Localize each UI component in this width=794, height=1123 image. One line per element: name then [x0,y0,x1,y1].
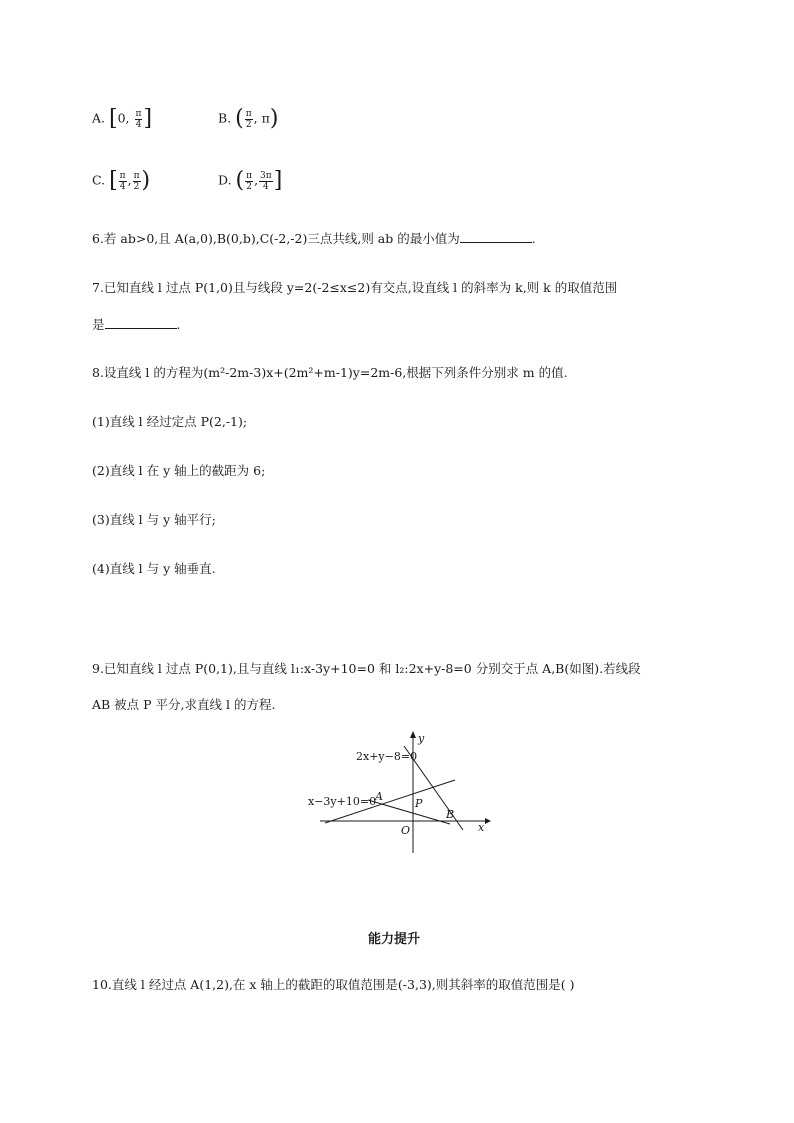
option-c-left-bracket: [ [109,168,118,193]
option-b-fraction-denominator: 2 [245,119,252,130]
option-c-right-bracket: ) [141,168,151,193]
option-d [218,170,282,192]
option-b-upper: , π [253,110,270,126]
line-l [368,800,450,824]
option-c-fraction-1-denominator: 4 [119,181,126,192]
option-c-separator: , [127,172,132,188]
question-7-line-1: 7.已知直线 l 过点 P(1,0)且与线段 y=2(-2≤x≤2)有交点,设直线 l 的斜率为 k,则 k 的取值范围 [92,280,618,295]
option-c-fraction-2 [133,171,141,192]
option-d-fraction-1-numerator: π [246,170,253,181]
option-b-right-bracket: ) [269,106,279,131]
question-8-part-1: (1)直线 l 经过定点 P(2,-1); [92,414,248,429]
option-c-label: C. [92,172,106,188]
option-b-left-bracket: ( [235,106,244,131]
label-point-a: A [375,790,383,803]
question-7-line-2-prefix: 是 [92,317,105,332]
option-b-fraction [245,109,253,130]
label-l1: x−3y+10=0 [308,795,377,808]
option-c-fraction-1 [119,171,127,192]
option-c-fraction-1-numerator: π [119,170,126,181]
option-d-fraction-2 [259,171,273,192]
question-9-line-2: AB 被点 P 平分,求直线 l 的方程. [92,697,276,712]
question-8-part-4: (4)直线 l 与 y 轴垂直. [92,561,216,576]
option-d-separator: , [254,172,259,188]
option-a [92,108,152,130]
option-d-fraction-2-numerator: 3π [260,170,272,181]
label-l2: 2x+y−8=0 [356,750,418,763]
y-axis-arrow [410,731,416,738]
label-point-b: B [446,808,455,821]
option-b-label: B. [218,110,232,126]
option-a-label: A. [92,110,106,126]
question-8-part-2: (2)直线 l 在 y 轴上的截距为 6; [92,463,266,478]
question-6 [92,230,536,247]
question-10: 10.直线 l 经过点 A(1,2),在 x 轴上的截距的取值范围是(-3,3),则其斜率的取值范围是( ) [92,977,575,992]
option-c-fraction-2-denominator: 2 [133,181,140,192]
option-d-fraction-1-denominator: 2 [246,181,252,192]
option-a-fraction-denominator: 4 [135,119,142,130]
option-a-fraction-numerator: π [135,108,142,119]
section-heading: 能力提升 [368,932,421,947]
label-x: x [478,821,485,834]
coordinate-figure [300,728,500,858]
answer-blank[interactable] [105,316,177,329]
question-7-line-2-end: . [176,317,181,332]
option-a-lower: 0, [117,110,130,126]
option-c-fraction-2-numerator: π [133,170,140,181]
option-d-fraction-1 [245,171,253,192]
option-d-left-bracket: ( [235,168,245,193]
label-point-p: P [415,797,423,810]
x-axis-arrow [485,818,491,824]
question-6-text: 6.若 ab>0,且 A(a,0),B(0,b),C(-2,-2)三点共线,则 ab 的最小值为 [92,231,460,246]
question-7-continuation [92,316,181,333]
answer-blank[interactable] [460,230,532,243]
option-d-fraction-2-denominator: 4 [263,181,269,192]
option-a-right-bracket: ] [143,106,153,131]
label-y: y [418,732,425,745]
label-origin: O [401,824,411,837]
question-8-stem: 8.设直线 l 的方程为(m²-2m-3)x+(2m²+m-1)y=2m-6,根据下列条件分别求 m 的值. [92,365,568,380]
option-b [218,108,278,130]
question-9-line-1: 9.已知直线 l 过点 P(0,1),且与直线 l₁:x-3y+10=0 和 l₂:2x+y-8=0 分别交于点 A,B(如图).若线段 [92,661,641,676]
option-a-fraction [135,109,143,130]
option-d-label: D. [218,172,232,188]
option-a-left-bracket: [ [109,106,118,131]
option-b-fraction-numerator: π [245,108,252,119]
option-c [92,170,150,192]
question-6-end: . [531,231,536,246]
question-8-part-3: (3)直线 l 与 y 轴平行; [92,512,216,527]
question-7 [92,280,617,296]
option-d-right-bracket: ] [273,168,283,193]
